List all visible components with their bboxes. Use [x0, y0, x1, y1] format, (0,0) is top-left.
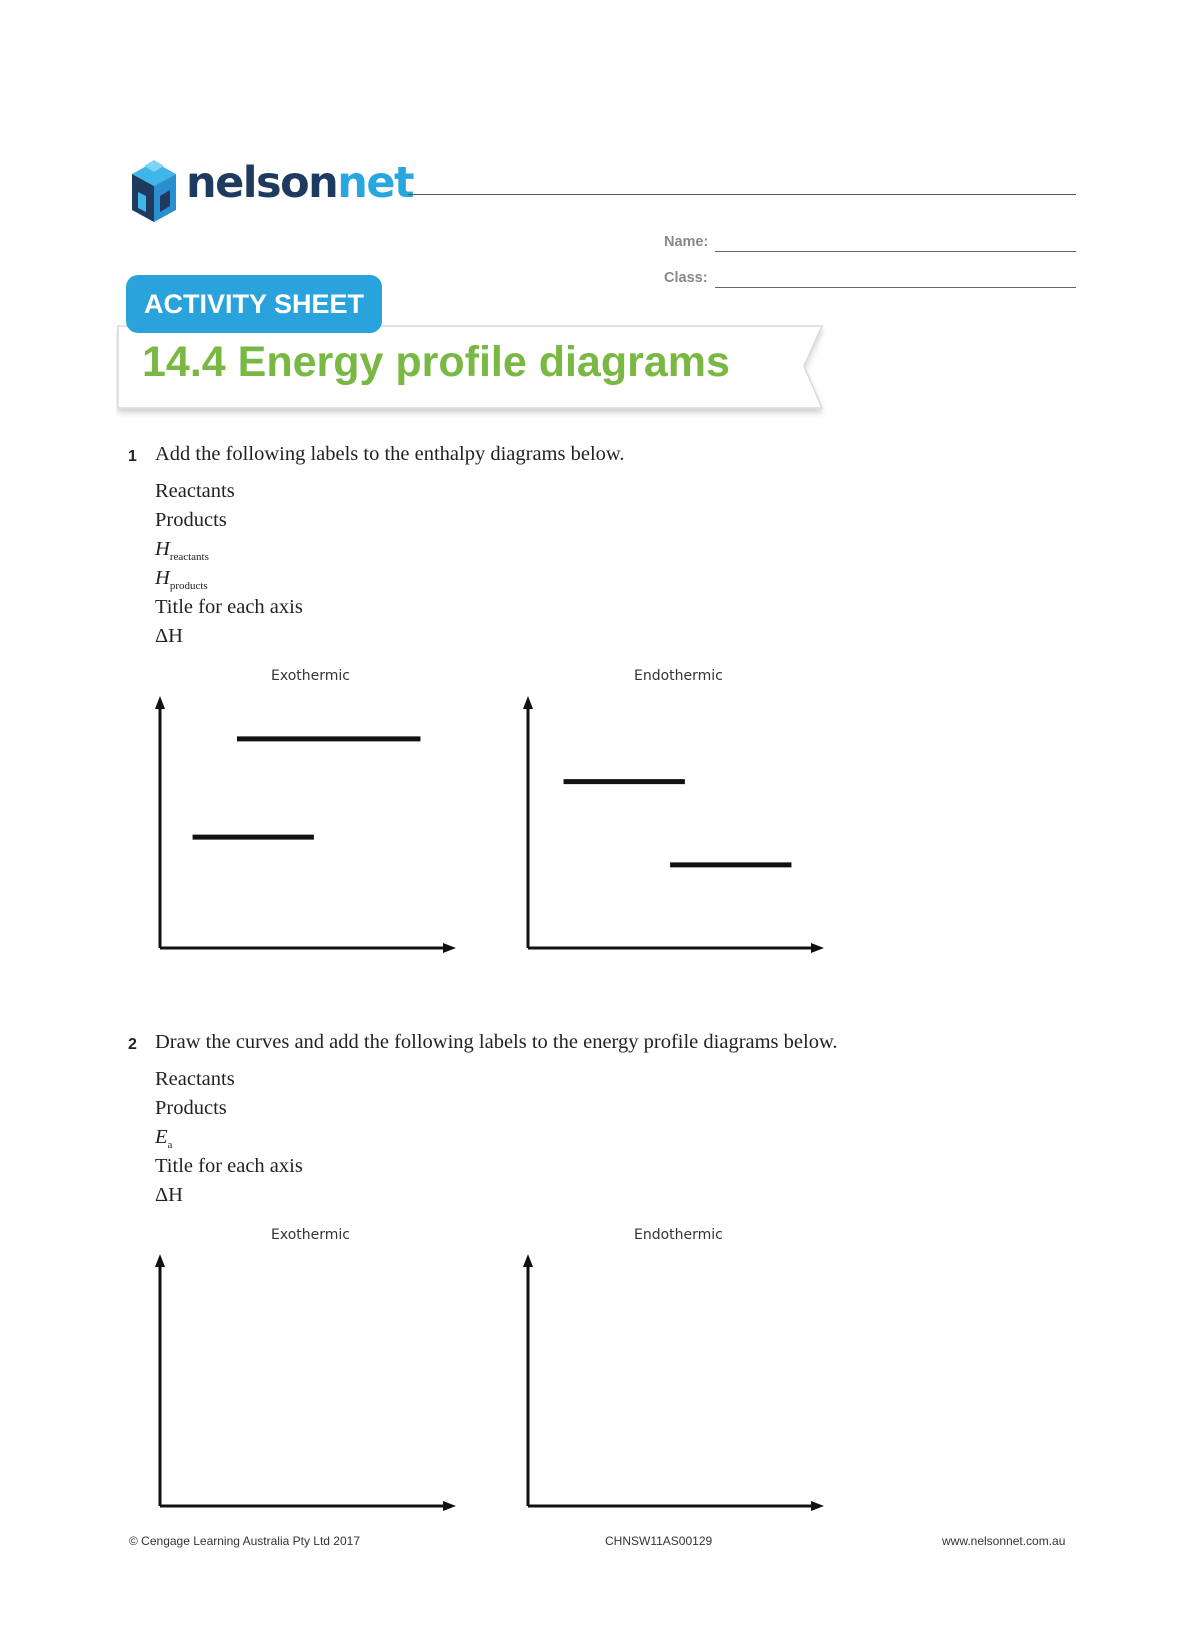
- x-axis-arrow-icon: [443, 943, 456, 953]
- label-item: Products: [155, 509, 227, 531]
- logo-wordmark: [186, 158, 413, 208]
- name-field[interactable]: [664, 228, 1076, 252]
- cube-logo-icon: [124, 156, 186, 226]
- diagram-title-exothermic-1: Exothermic: [271, 668, 350, 684]
- y-axis-arrow-icon: [155, 1254, 165, 1267]
- question-1-label-list: [155, 477, 303, 651]
- class-line[interactable]: [715, 287, 1076, 288]
- class-label: Class:: [664, 270, 708, 286]
- label-item: Reactants: [155, 480, 235, 502]
- name-line[interactable]: [715, 251, 1076, 252]
- class-field[interactable]: [664, 264, 1076, 288]
- label-item: $E_a$: [155, 1126, 173, 1151]
- label-item: Products: [155, 1097, 227, 1119]
- footer-code: CHNSW11AS00129: [605, 1534, 713, 1548]
- y-axis-arrow-icon: [523, 1254, 533, 1267]
- footer-url: www.nelsonnet.com.au: [942, 1534, 1066, 1548]
- logo-word-nelson: nelson: [186, 158, 338, 208]
- y-axis-arrow-icon: [155, 696, 165, 709]
- enthalpy-diagram-endothermic[interactable]: [518, 688, 834, 958]
- label-item: Title for each axis: [155, 596, 303, 618]
- question-1-text: Add the following labels to the enthalpy diagrams below.: [155, 443, 625, 465]
- x-axis-arrow-icon: [443, 1501, 456, 1511]
- logo-word-net: net: [337, 158, 414, 208]
- enthalpy-diagram-exothermic[interactable]: [150, 688, 466, 958]
- page-title: 14.4 Energy profile diagrams: [142, 338, 730, 386]
- question-2-number: 2: [128, 1036, 137, 1053]
- name-label: Name:: [664, 234, 709, 250]
- label-item: Reactants: [155, 1068, 235, 1090]
- question-2-label-list: [155, 1065, 303, 1210]
- header-rule: [408, 194, 1076, 195]
- energy-profile-diagram-exothermic[interactable]: [150, 1246, 466, 1516]
- label-item: $H_{reactants}$: [155, 538, 209, 563]
- x-axis-arrow-icon: [811, 943, 824, 953]
- footer-copyright: © Cengage Learning Australia Pty Ltd 2017: [129, 1534, 360, 1548]
- label-item: ΔH: [155, 1184, 183, 1206]
- label-item: Title for each axis: [155, 1155, 303, 1177]
- x-axis-arrow-icon: [811, 1501, 824, 1511]
- label-item: $H_{products}$: [155, 567, 208, 592]
- diagram-title-endothermic-2: Endothermic: [634, 1227, 723, 1243]
- diagram-title-endothermic-1: Endothermic: [634, 668, 723, 684]
- label-item: ΔH: [155, 625, 183, 647]
- y-axis-arrow-icon: [523, 696, 533, 709]
- diagram-title-exothermic-2: Exothermic: [271, 1227, 350, 1243]
- activity-sheet-tag: ACTIVITY SHEET: [126, 275, 382, 333]
- energy-profile-diagram-endothermic[interactable]: [518, 1246, 834, 1516]
- question-2-text: Draw the curves and add the following labels to the energy profile diagrams below.: [155, 1031, 838, 1053]
- question-1-number: 1: [128, 448, 137, 465]
